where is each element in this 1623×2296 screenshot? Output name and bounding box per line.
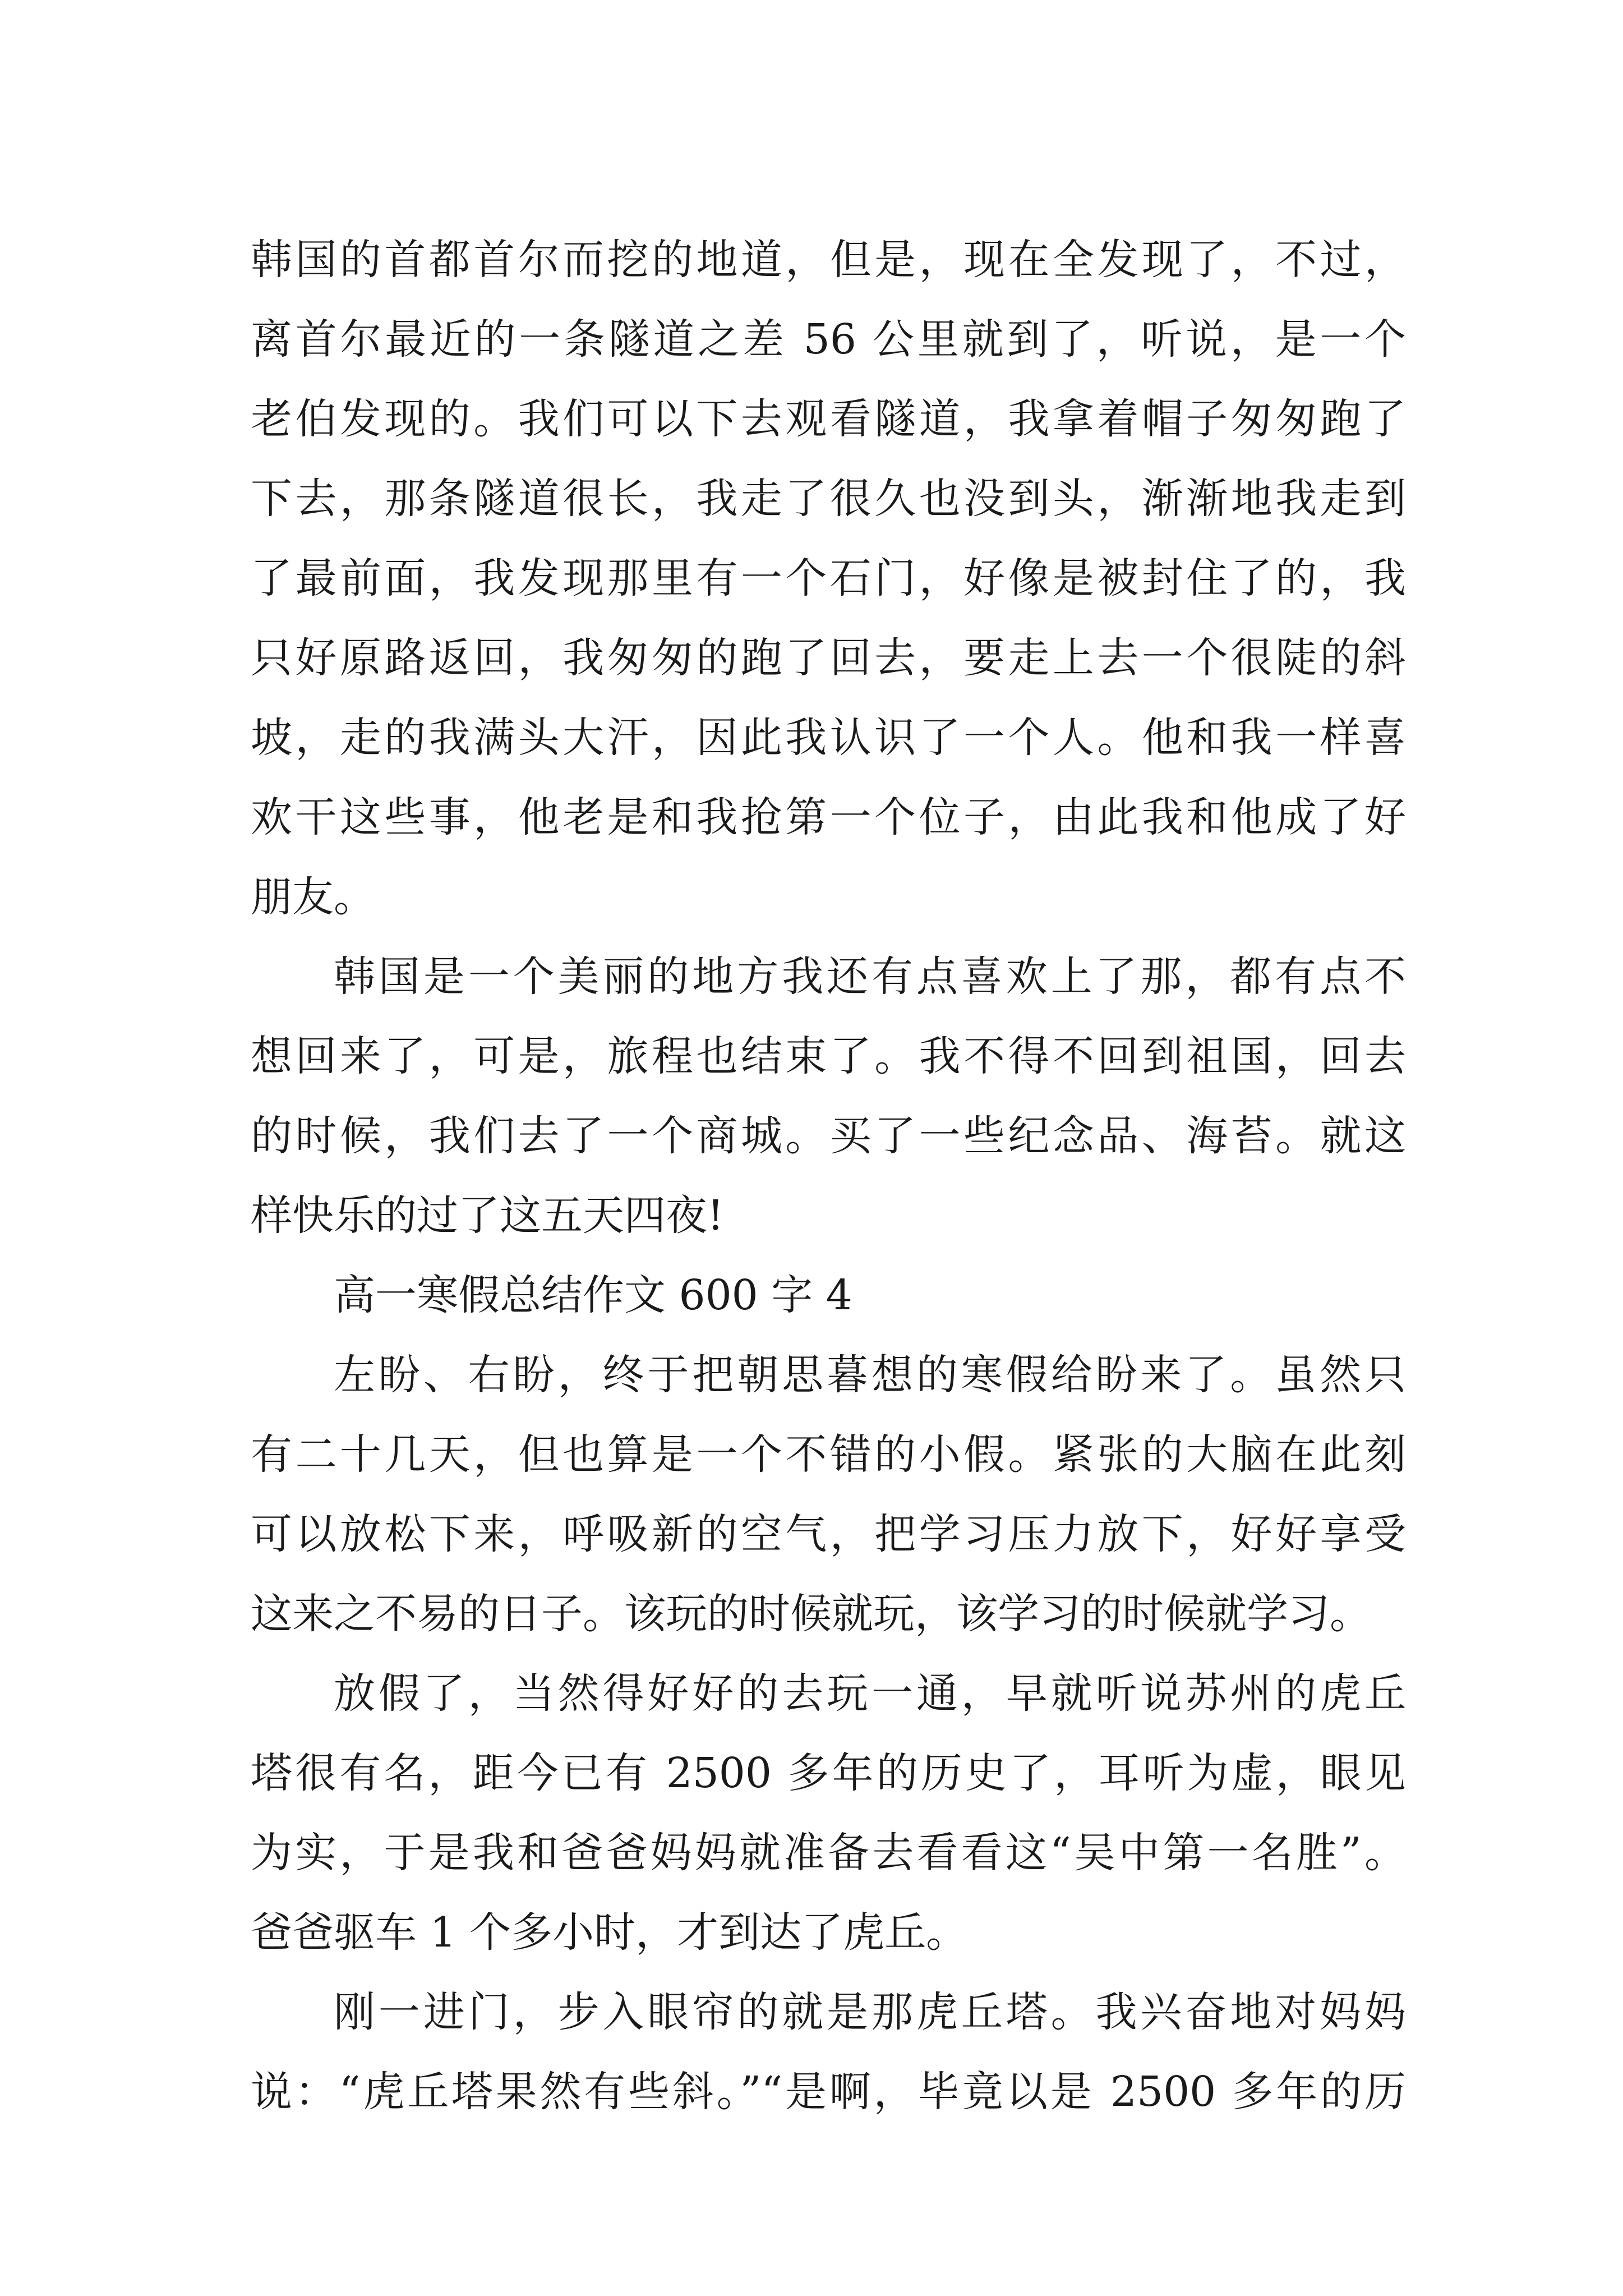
text-line: 爸爸驱车 1 个多小时，才到达了虎丘。 bbox=[251, 1908, 968, 1957]
paragraph bbox=[251, 1654, 1406, 1972]
body-text bbox=[251, 220, 1406, 2132]
paragraph bbox=[251, 1972, 1406, 2132]
text-line: 可以放松下来，呼吸新的空气，把学习压力放下，好好享受 bbox=[251, 1510, 1406, 1558]
paragraph bbox=[251, 220, 1406, 937]
text-line: 下去，那条隧道很长，我走了很久也没到头，渐渐地我走到 bbox=[251, 475, 1406, 523]
text-line: 说：“虎丘塔果然有些斜。”“是啊，毕竟以是 2500 多年的历 bbox=[251, 2068, 1406, 2116]
section-heading: 高一寒假总结作文 600 字 4 bbox=[334, 1271, 852, 1319]
paragraph bbox=[251, 937, 1406, 1255]
text-line: 韩国的首都首尔而挖的地道，但是，现在全发现了，不过， bbox=[251, 236, 1406, 284]
text-line: 为实，于是我和爸爸妈妈就准备去看看这“吴中第一名胜”。 bbox=[251, 1829, 1406, 1877]
text-line: 的时候，我们去了一个商城。买了一些纪念品、海苔。就这 bbox=[251, 1112, 1406, 1160]
text-line: 塔很有名，距今已有 2500 多年的历史了，耳听为虚，眼见 bbox=[251, 1749, 1406, 1797]
text-line: 想回来了，可是，旅程也结束了。我不得不回到祖国，回去 bbox=[251, 1032, 1406, 1080]
text-line: 欢干这些事，他老是和我抢第一个位子，由此我和他成了好 bbox=[251, 793, 1406, 841]
text-line: 离首尔最近的一条隧道之差 56 公里就到了，听说，是一个 bbox=[251, 315, 1406, 364]
text-line: 韩国是一个美丽的地方我还有点喜欢上了那，都有点不 bbox=[334, 953, 1406, 1001]
text-line: 这来之不易的日子。该玩的时候就玩，该学习的时候就学习。 bbox=[251, 1590, 1371, 1638]
text-line: 有二十几天，但也算是一个不错的小假。紧张的大脑在此刻 bbox=[251, 1430, 1406, 1479]
text-line: 放假了，当然得好好的去玩一通，早就听说苏州的虎丘 bbox=[334, 1669, 1406, 1718]
text-line: 了最前面，我发现那里有一个石门，好像是被封住了的，我 bbox=[251, 554, 1406, 602]
text-line: 坡，走的我满头大汗，因此我认识了一个人。他和我一样喜 bbox=[251, 714, 1406, 762]
text-line: 样快乐的过了这五天四夜! bbox=[251, 1191, 724, 1240]
text-line: 只好原路返回，我匆匆的跑了回去，要走上去一个很陡的斜 bbox=[251, 634, 1406, 682]
text-line: 刚一进门，步入眼帘的就是那虎丘塔。我兴奋地对妈妈 bbox=[334, 1988, 1406, 2036]
text-line: 左盼、右盼，终于把朝思暮想的寒假给盼来了。虽然只 bbox=[334, 1351, 1406, 1399]
paragraph bbox=[251, 1335, 1406, 1654]
text-line: 朋友。 bbox=[251, 873, 375, 921]
text-line: 老伯发现的。我们可以下去观看隧道，我拿着帽子匆匆跑了 bbox=[251, 395, 1406, 443]
